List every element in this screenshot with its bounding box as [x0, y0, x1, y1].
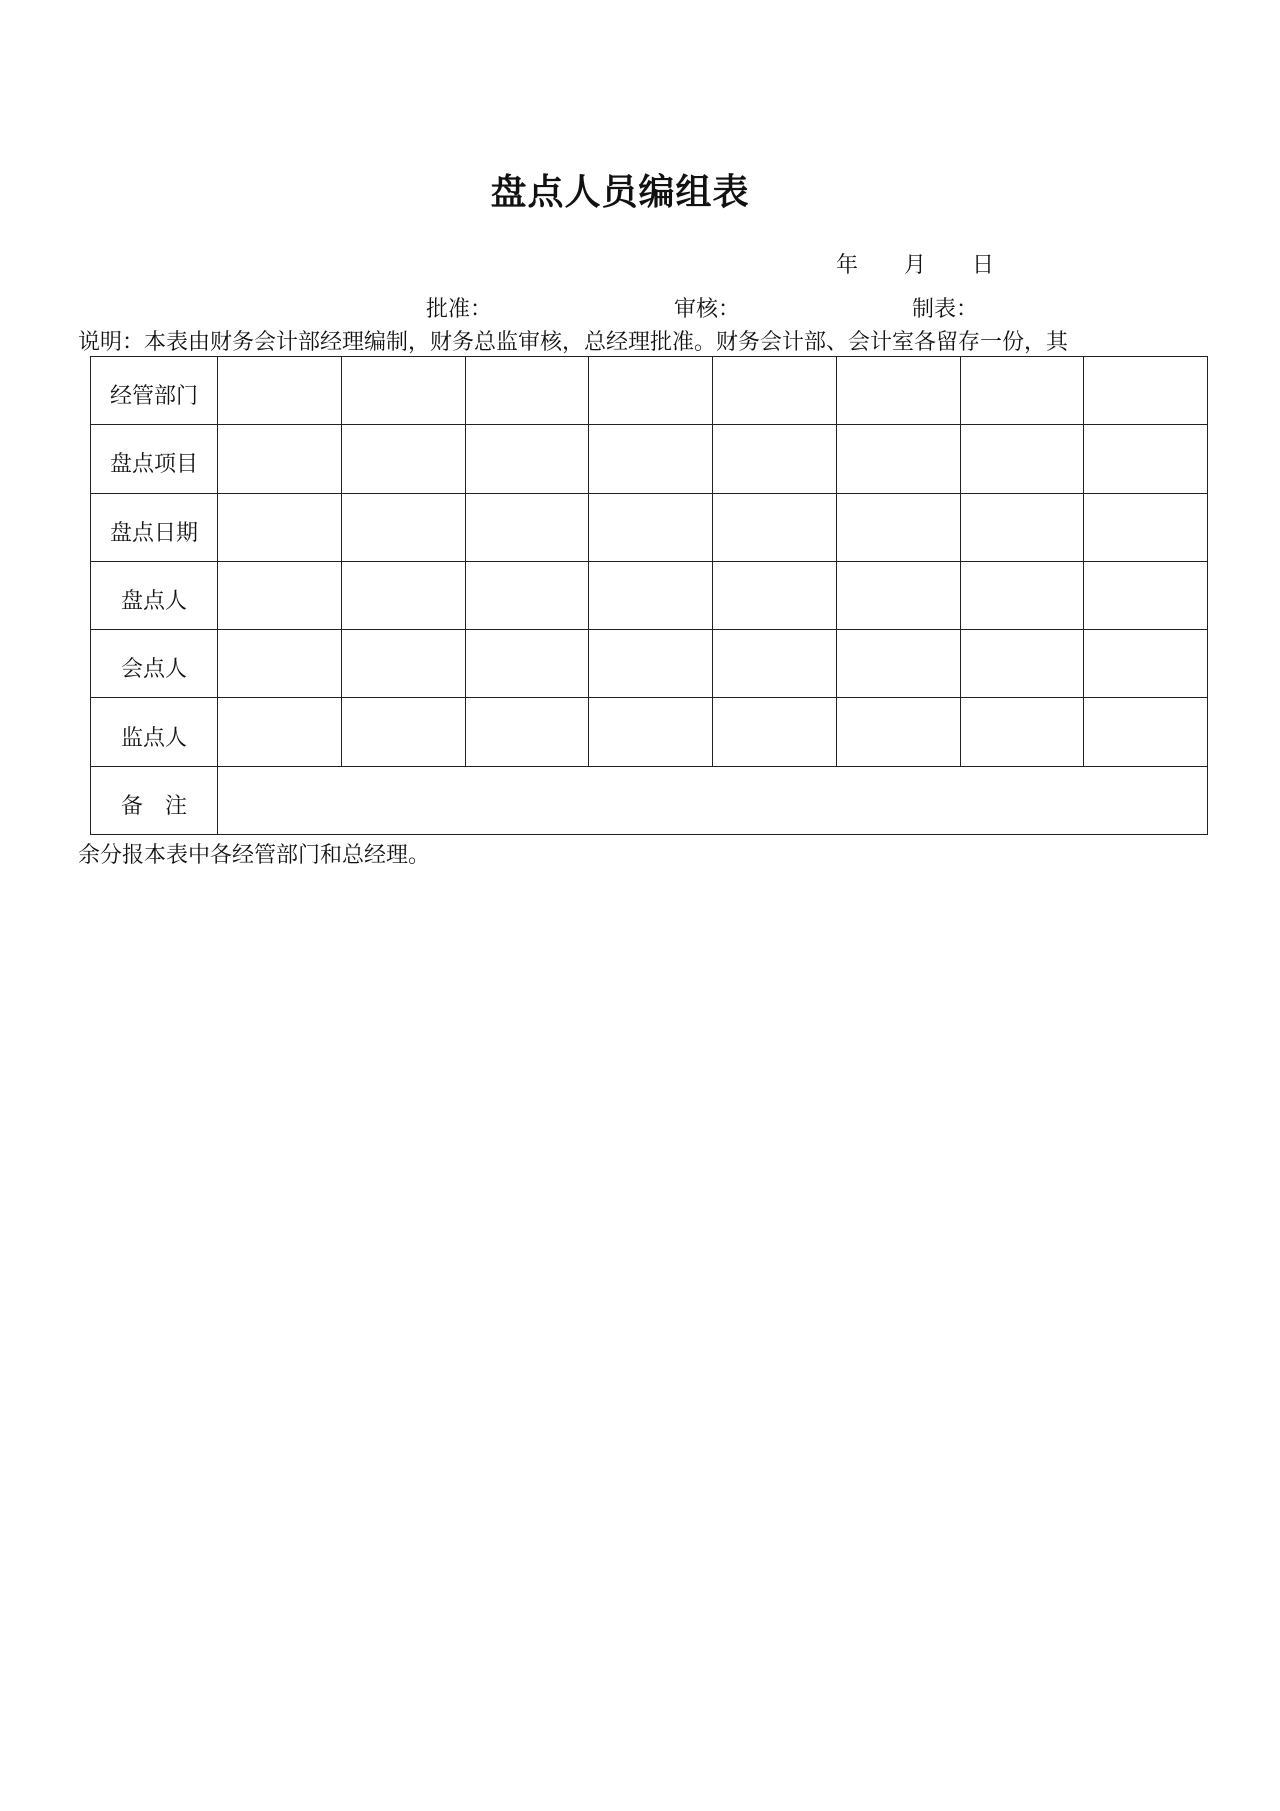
table-cell[interactable] [218, 425, 342, 493]
table-cell[interactable] [218, 357, 342, 425]
table-cell[interactable] [836, 630, 960, 698]
table-cell[interactable] [713, 698, 837, 766]
table-cell[interactable] [713, 425, 837, 493]
table-cell[interactable] [589, 698, 713, 766]
table-cell[interactable] [218, 493, 342, 561]
table-row [91, 561, 1208, 629]
row-header: 盘点日期 [91, 493, 218, 561]
table-cell[interactable] [836, 425, 960, 493]
table-cell[interactable] [341, 357, 465, 425]
table-cell[interactable] [960, 357, 1084, 425]
approve-label: 批准： [426, 297, 493, 322]
row-header: 监点人 [91, 698, 218, 766]
table-cell[interactable] [341, 425, 465, 493]
table-cell[interactable] [465, 630, 589, 698]
note-continuation: 余分报本表中各经管部门和总经理。 [78, 843, 431, 868]
table-cell[interactable] [960, 561, 1084, 629]
table-cell[interactable] [1084, 425, 1208, 493]
table-cell[interactable] [836, 698, 960, 766]
remark-header: 备 注 [91, 766, 218, 834]
table-cell[interactable] [1084, 357, 1208, 425]
table-cell[interactable] [713, 357, 837, 425]
year-label: 年 [836, 253, 859, 278]
table-cell[interactable] [836, 493, 960, 561]
table-cell[interactable] [713, 493, 837, 561]
table-cell[interactable] [341, 493, 465, 561]
inventory-team-table [90, 356, 1208, 835]
table-cell[interactable] [589, 630, 713, 698]
table-cell[interactable] [341, 561, 465, 629]
table-cell[interactable] [465, 425, 589, 493]
table-cell[interactable] [713, 561, 837, 629]
table-cell[interactable] [465, 357, 589, 425]
table-cell[interactable] [1084, 561, 1208, 629]
month-label: 月 [904, 253, 927, 278]
table-cell[interactable] [589, 425, 713, 493]
table-row [91, 630, 1208, 698]
table-cell[interactable] [713, 630, 837, 698]
table-cell[interactable] [465, 698, 589, 766]
table-cell[interactable] [465, 493, 589, 561]
table-cell[interactable] [960, 630, 1084, 698]
row-header: 盘点项目 [91, 425, 218, 493]
table-cell[interactable] [465, 561, 589, 629]
row-header: 会点人 [91, 630, 218, 698]
table-row [91, 357, 1208, 425]
table-cell[interactable] [1084, 630, 1208, 698]
table-cell[interactable] [836, 357, 960, 425]
table-cell[interactable] [589, 357, 713, 425]
row-header: 经管部门 [91, 357, 218, 425]
prepare-label: 制表： [912, 297, 979, 322]
table-cell[interactable] [218, 698, 342, 766]
table-cell[interactable] [218, 630, 342, 698]
review-label: 审核： [674, 297, 741, 322]
table-cell[interactable] [960, 425, 1084, 493]
table-row [91, 493, 1208, 561]
table-cell[interactable] [589, 493, 713, 561]
document-title: 盘点人员编组表 [490, 172, 750, 213]
table-row [91, 425, 1208, 493]
table-cell[interactable] [960, 698, 1084, 766]
table-row-remark [91, 766, 1208, 834]
note-text: 说明：本表由财务会计部经理编制，财务总监审核，总经理批准。财务会计部、会计室各留存一份，其 [78, 330, 1069, 355]
day-label: 日 [972, 253, 995, 278]
table-cell[interactable] [1084, 493, 1208, 561]
table-cell[interactable] [960, 493, 1084, 561]
table-cell[interactable] [218, 561, 342, 629]
table-cell[interactable] [1084, 698, 1208, 766]
table-cell[interactable] [341, 630, 465, 698]
table-cell[interactable] [589, 561, 713, 629]
table-cell[interactable] [341, 698, 465, 766]
table-cell[interactable] [836, 561, 960, 629]
table-row [91, 698, 1208, 766]
remark-cell[interactable] [218, 766, 1208, 834]
row-header: 盘点人 [91, 561, 218, 629]
